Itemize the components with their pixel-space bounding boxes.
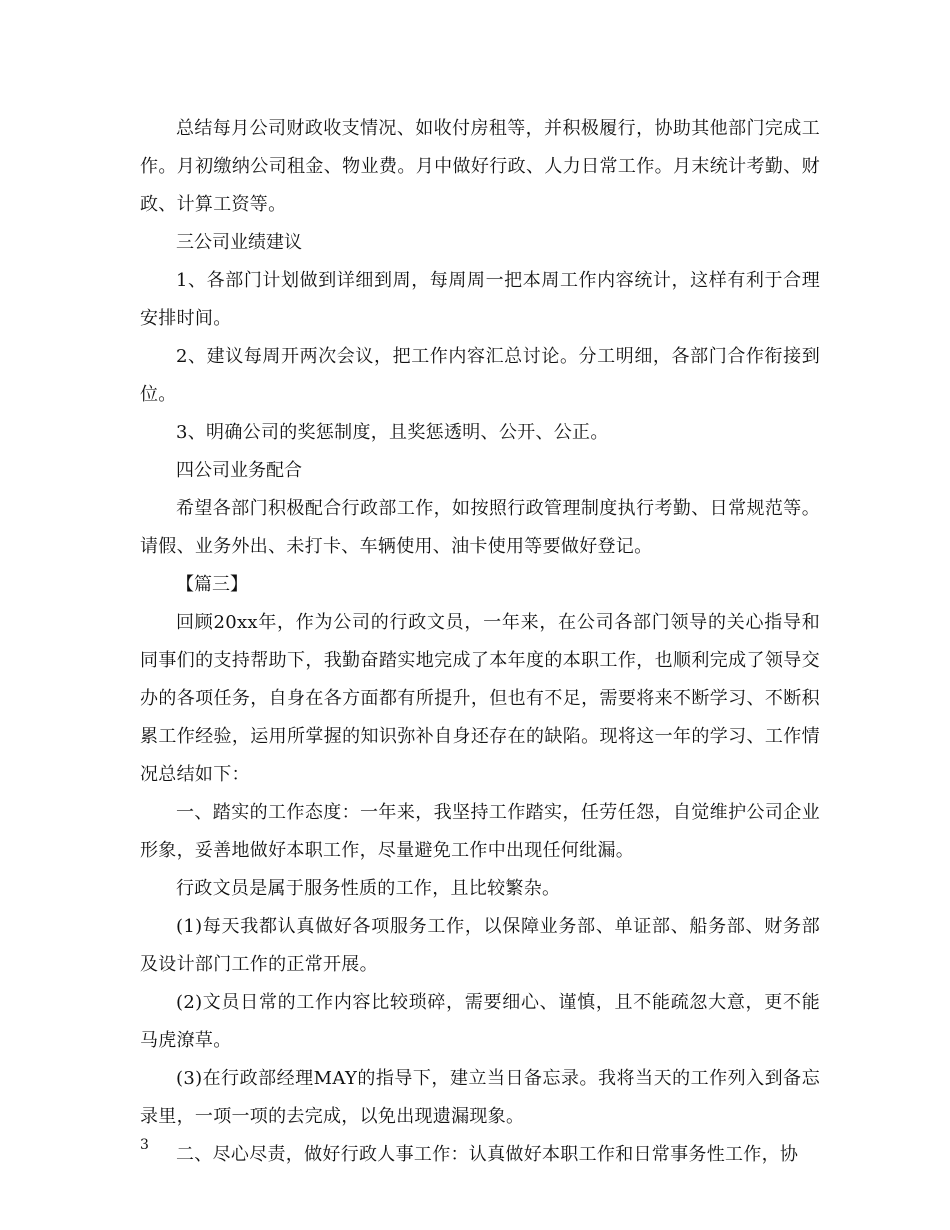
paragraph-hr-work: 二、尽心尽责，做好行政人事工作：认真做好本职工作和日常事务性工作，协 — [176, 1144, 799, 1165]
paragraph-item-3: (3)在行政部经理MAY的指导下，建立当日备忘录。我将当天的工作列入到备忘录里，一项一项的去完成，以免出现遗漏现象。 — [140, 1068, 820, 1127]
heading-performance-suggestions: 三公司业绩建议 — [176, 232, 302, 253]
paragraph-item-1: (1)每天我都认真做好各项服务工作，以保障业务部、单证部、船务部、财务部及设计部门工作的正常开展。 — [140, 916, 820, 975]
section-title-part-three: 【篇三】 — [176, 574, 248, 595]
paragraph-item-2: (2)文员日常的工作内容比较琐碎，需要细心、谨慎，且不能疏忽大意，更不能马虎潦草。 — [140, 992, 820, 1051]
paragraph-work-attitude: 一、踏实的工作态度：一年来，我坚持工作踏实，任劳任怨，自觉维护公司企业形象，妥善地做好本职工作，尽量避免工作中出现任何纰漏。 — [140, 802, 820, 861]
paragraph-clerk-nature: 行政文员是属于服务性质的工作，且比较繁杂。 — [176, 878, 561, 899]
paragraph-suggestion-1: 1、各部门计划做到详细到周，每周周一把本周工作内容统计，这样有利于合理安排时间。 — [140, 270, 820, 329]
paragraph-suggestion-3: 3、明确公司的奖惩制度，且奖惩透明、公开、公正。 — [176, 422, 609, 443]
document-body — [140, 110, 820, 1174]
paragraph-suggestion-2: 2、建议每周开两次会议，把工作内容汇总讨论。分工明细，各部门合作衔接到位。 — [140, 346, 820, 405]
page-number: 3 — [140, 1137, 149, 1153]
paragraph-finance-summary: 总结每月公司财政收支情况、如收付房租等，并积极履行，协助其他部门完成工作。月初缴纳公司租金、物业费。月中做好行政、人力日常工作。月末统计考勤、财政、计算工资等。 — [140, 118, 820, 215]
paragraph-cooperation: 希望各部门积极配合行政部工作，如按照行政管理制度执行考勤、日常规范等。请假、业务外出、未打卡、车辆使用、油卡使用等要做好登记。 — [140, 498, 820, 557]
heading-business-cooperation: 四公司业务配合 — [176, 460, 302, 481]
paragraph-year-review: 回顾20xx年，作为公司的行政文员，一年来，在公司各部门领导的关心指导和同事们的支持帮助下，我勤奋踏实地完成了本年度的本职工作，也顺利完成了领导交办的各项任务，自身在各方面都有所提升，但也有不足，需要将来不断学习、不断积累工作经验，运用所掌握的知识弥补自身还存在的缺陷。现将这一年的学习、工作情况总结如下： — [140, 612, 820, 785]
